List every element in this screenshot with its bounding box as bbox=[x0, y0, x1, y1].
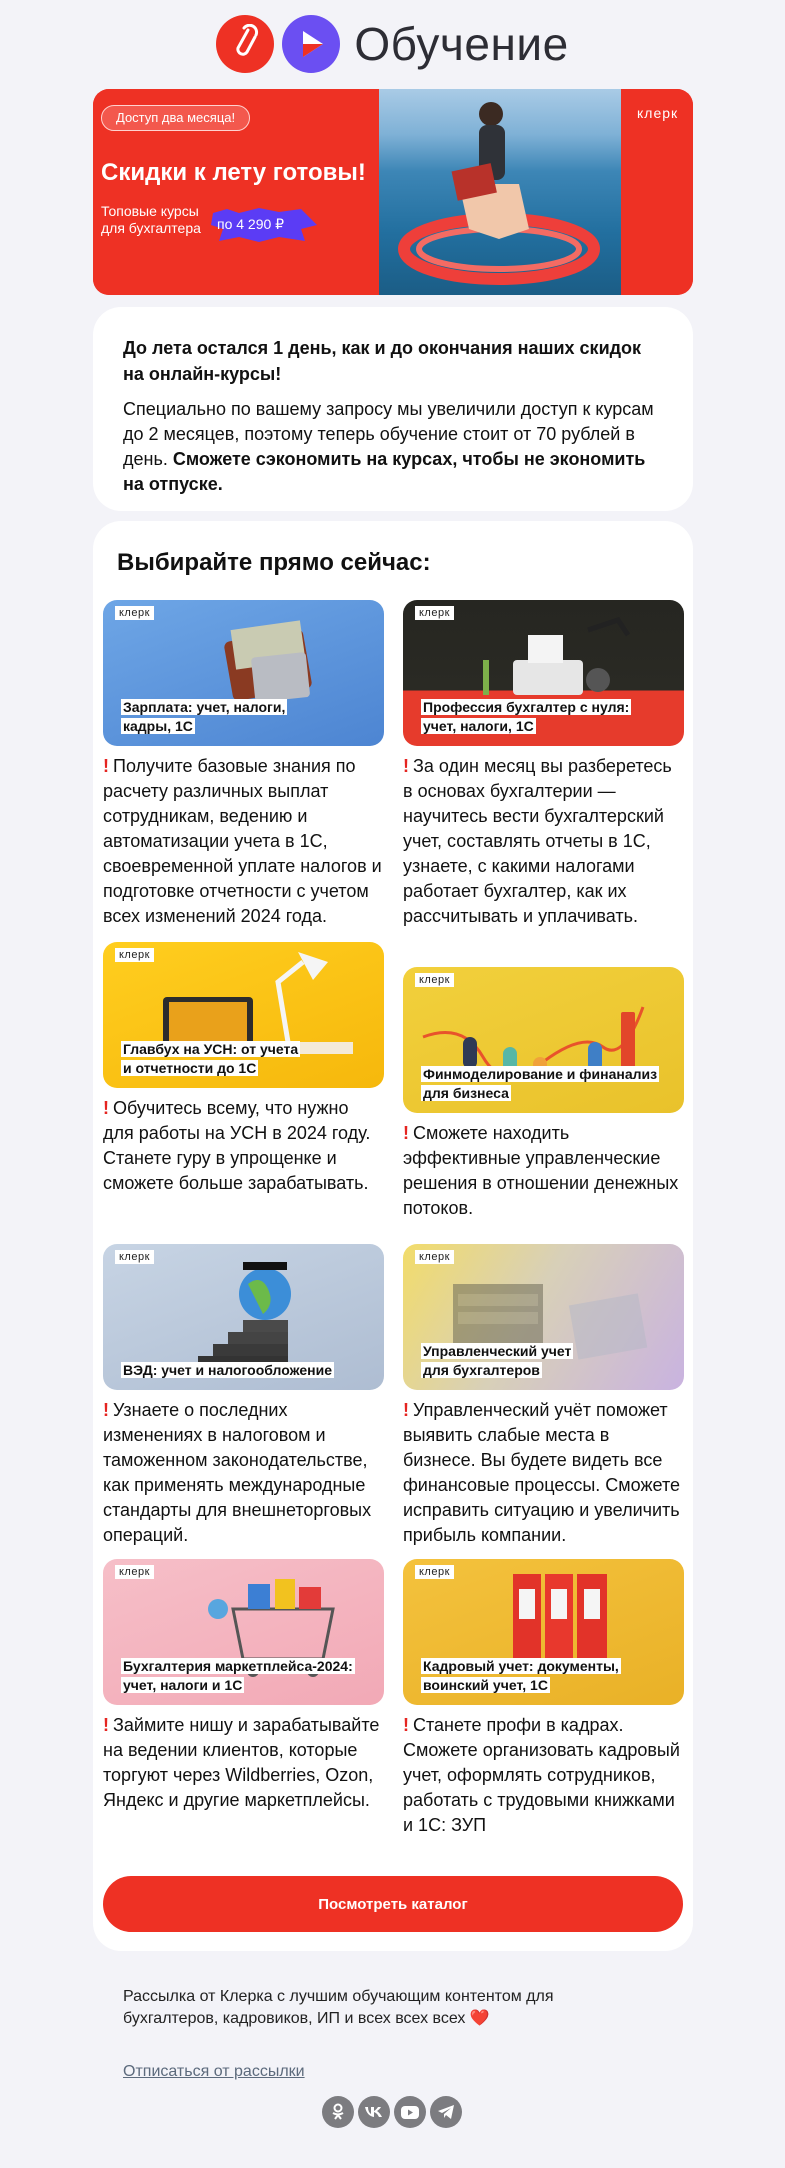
banner-subtitle-line1: Топовые курсы bbox=[101, 203, 199, 219]
page-title: Обучение bbox=[354, 18, 569, 70]
course-title: Профессия бухгалтер с нуля: учет, налоги, 1С bbox=[423, 699, 630, 734]
exclamation-icon: ! bbox=[403, 1123, 409, 1143]
exclamation-icon: ! bbox=[403, 1400, 409, 1420]
course-title: Управленческий учет для бухгалтеров bbox=[423, 1343, 572, 1378]
course-title: Финмоделирование и финанализ для бизнеса bbox=[423, 1066, 658, 1101]
intro-text bbox=[123, 397, 663, 497]
course-description: ! Получите базовые знания по расчету различных выплат сотрудникам, ведению и автоматизации учета в 1С, своевременной уплате налогов и подготовке отчетности с учетом всех изменений 2024 года. bbox=[103, 756, 382, 926]
exclamation-icon: ! bbox=[103, 1400, 109, 1420]
intro-heading: До лета остался 1 день, как и до окончания наших скидок на онлайн-курсы! bbox=[123, 338, 642, 384]
banner-price: по 4 290 ₽ bbox=[217, 216, 285, 232]
courses-card bbox=[93, 521, 693, 1951]
banner-photo bbox=[379, 89, 621, 295]
intro-text-bold: Сможете сэкономить на курсах, чтобы не экономить на отпуске. bbox=[123, 449, 646, 494]
course-description: ! Сможете находить эффективные управленческие решения в отношении денежных потоков. bbox=[403, 1123, 679, 1218]
course-description: ! Обучитесь всему, что нужно для работы на УСН в 2024 году. Станете гуру в упрощенке и сможете больше зарабатывать. bbox=[103, 1098, 371, 1193]
course-image bbox=[103, 1244, 384, 1390]
course-image bbox=[103, 600, 384, 746]
paperclip-logo-icon bbox=[216, 15, 274, 73]
brand-tag: клерк bbox=[415, 1250, 454, 1264]
promo-banner[interactable] bbox=[93, 89, 693, 295]
footer-text: Рассылка от Клерка с лучшим обучающим контентом для бухгалтеров, кадровиков, ИП и всех всех всех ❤️ bbox=[123, 1988, 554, 2027]
social-links bbox=[322, 2096, 462, 2128]
banner-right-panel bbox=[621, 89, 693, 295]
course-card[interactable] bbox=[103, 600, 384, 929]
course-card[interactable] bbox=[403, 967, 684, 1221]
course-description: ! Станете профи в кадрах. Сможете организовать кадровый учет, оформлять сотрудников, работать с трудовыми книжками и 1С: ЗУП bbox=[403, 1715, 680, 1835]
course-card[interactable] bbox=[403, 1559, 684, 1838]
youtube-icon[interactable] bbox=[394, 2096, 426, 2128]
header bbox=[0, 0, 785, 88]
intro-text-body: Специально по вашему запросу мы увеличили доступ к курсам до 2 месяцев, поэтому теперь обучение стоит от 70 рублей в день. bbox=[123, 399, 654, 469]
vk-icon[interactable] bbox=[358, 2096, 390, 2128]
section-title: Выбирайте прямо сейчас: bbox=[117, 549, 431, 576]
exclamation-icon: ! bbox=[403, 756, 409, 776]
banner-subtitle bbox=[101, 203, 221, 237]
unsubscribe-link[interactable]: Отписаться от рассылки bbox=[123, 2063, 305, 2080]
brand-tag: клерк bbox=[415, 1565, 454, 1579]
course-title: Главбух на УСН: от учета и отчетности до 1С bbox=[123, 1041, 299, 1076]
exclamation-icon: ! bbox=[103, 1715, 109, 1735]
course-card[interactable] bbox=[103, 1244, 384, 1548]
brand-tag: клерк bbox=[415, 973, 454, 987]
exclamation-icon: ! bbox=[403, 1715, 409, 1735]
banner-brand: клерк bbox=[637, 105, 679, 121]
course-image bbox=[103, 1559, 384, 1705]
course-card[interactable] bbox=[103, 942, 384, 1196]
course-image bbox=[403, 1244, 684, 1390]
access-pill: Доступ два месяца! bbox=[101, 105, 250, 131]
course-image bbox=[403, 600, 684, 746]
exclamation-icon: ! bbox=[103, 1098, 109, 1118]
course-description: ! Займите нишу и зарабатывайте на ведении клиентов, которые торгуют через Wildberries, Ozon, Яндекс и другие маркетплейсы. bbox=[103, 1715, 380, 1810]
course-description: ! Управленческий учёт поможет выявить слабые места в бизнесе. Вы будете видеть все финансовые процессы. Сможете исправить ситуацию и увеличить прибыль компании. bbox=[403, 1400, 680, 1545]
banner-left-panel bbox=[93, 89, 379, 295]
course-title: Кадровый учет: документы, воинский учет, 1С bbox=[423, 1658, 619, 1693]
brand-tag: клерк bbox=[415, 606, 454, 620]
brand-tag: клерк bbox=[115, 1565, 154, 1579]
intro-card bbox=[93, 307, 693, 511]
course-description: ! Узнаете о последних изменениях в налоговом и таможенном законодательстве, как применять международные стандарты для внешнеторговых операций. bbox=[103, 1400, 372, 1545]
course-description: ! За один месяц вы разберетесь в основах бухгалтерии — научитесь вести бухгалтерский учет, составлять отчеты в 1С, узнаете, с какими налогами работает бухгалтер, как их рассчитывать и уплачивать. bbox=[403, 756, 672, 926]
course-card[interactable] bbox=[403, 600, 684, 929]
telegram-icon[interactable] bbox=[430, 2096, 462, 2128]
brand-tag: клерк bbox=[115, 1250, 154, 1264]
view-catalog-button[interactable]: Посмотреть каталог bbox=[103, 1876, 683, 1932]
course-image bbox=[403, 1559, 684, 1705]
odnoklassniki-icon[interactable] bbox=[322, 2096, 354, 2128]
course-card[interactable] bbox=[103, 1559, 384, 1813]
banner-subtitle-line2: для бухгалтера bbox=[101, 220, 201, 236]
brand-tag: клерк bbox=[115, 948, 154, 962]
banner-title: Скидки к лету готовы! bbox=[101, 159, 366, 186]
course-image bbox=[103, 942, 384, 1088]
course-title: ВЭД: учет и налогообложение bbox=[123, 1362, 333, 1378]
brand-tag: клерк bbox=[115, 606, 154, 620]
exclamation-icon: ! bbox=[103, 756, 109, 776]
course-title: Зарплата: учет, налоги, кадры, 1С bbox=[123, 699, 286, 734]
course-image bbox=[403, 967, 684, 1113]
course-card[interactable] bbox=[403, 1244, 684, 1548]
play-logo-icon bbox=[282, 15, 340, 73]
course-title: Бухгалтерия маркетплейса-2024: учет, налоги и 1С bbox=[123, 1658, 353, 1693]
